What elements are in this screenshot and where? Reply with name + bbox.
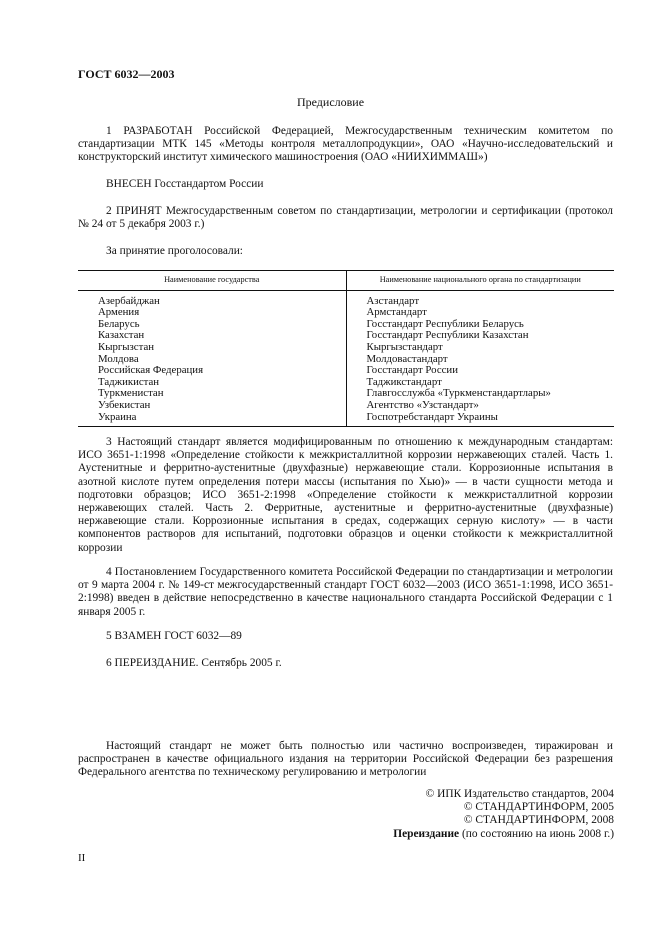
body-name: Молдовастандарт — [366, 352, 448, 365]
section-developed: 1 РАЗРАБОТАН Российской Федерацией, Межгосударственным техническим комитетом по стандартизации МТК 145 «Методы контроля металлопродукции», ОАО «Научно-исследовательский и конструкторский институт химического машиностроения (ОАО «НИИХИММАШ») — [78, 125, 613, 164]
state-name: Таджикистан — [98, 375, 160, 388]
section-reissue: 6 ПЕРЕИЗДАНИЕ. Сентябрь 2005 г. — [106, 657, 282, 669]
reissue-line — [393, 828, 614, 841]
voting-table — [78, 270, 614, 427]
state-name: Молдова — [98, 352, 139, 365]
copyright-line: © ИПК Издательство стандартов, 2004 — [425, 788, 614, 800]
section-replaces: 5 ВЗАМЕН ГОСТ 6032—89 — [106, 630, 242, 642]
state-name: Армения — [98, 306, 140, 319]
section-modified: 3 Настоящий стандарт является модифицированным по отношению к международным стандартам: ИСО 3651-1:1998 «Определение стойкости к межкристаллитной коррозии нержавеющих сталей. Часть 1. Аустенитные и ферритно-аустенитные (двухфазные) нержавеющие стали. Коррозионные испытания в азотной кислоте путем определения потери массы (испытания по Хью)» — в части сущности метода и подготовки образцов; ИСО 3651-2:1998 «Определение стойкости к межкристаллитной коррозии нержавеющих сталей. Часть 2. Ферритные, аустенитные и ферритно-аустенитные (двухфазные) нержавеющие стали. Коррозионные испытания в средах, содержащих серную кислоту» — в части компонентов растворов для испытаний, подготовки образцов и оценки стойкости к межкристаллитной коррозии — [78, 436, 613, 554]
state-name: Кыргызстан — [98, 340, 155, 353]
body-name: Кыргызстандарт — [366, 340, 443, 353]
body-name: Госпотребстандарт Украины — [366, 410, 498, 423]
body-list — [346, 290, 614, 427]
state-name: Российская Федерация — [98, 364, 204, 377]
body-name: Таджикстандарт — [366, 375, 442, 388]
page-title: Предисловие — [296, 95, 365, 109]
table-header-body: Наименование национального органа по стандартизации — [346, 271, 614, 291]
document-header: ГОСТ 6032—2003 — [78, 67, 175, 81]
section-decree: 4 Постановлением Государственного комитета Российской Федерации по стандартизации и метрологии от 9 марта 2004 г. № 149-ст межгосударственный стандарт ГОСТ 6032—2003 (ИСО 3651-1:1998, ИСО 3651-2:1998) введен в действие непосредственно в качестве национального стандарта Российской Федерации с 1 января 2005 г. — [78, 566, 613, 618]
body-name: Госстандарт Республики Беларусь — [366, 317, 524, 330]
body-name: Агентство «Узстандарт» — [366, 398, 479, 411]
page-number: II — [78, 852, 86, 864]
copyright-block — [393, 788, 614, 841]
section-voted-intro: За принятие проголосовали: — [106, 245, 243, 257]
state-name: Узбекистан — [98, 398, 151, 411]
state-name: Казахстан — [98, 329, 145, 342]
section-introduced: ВНЕСЕН Госстандартом России — [106, 178, 264, 190]
state-name: Азербайджан — [98, 294, 160, 307]
section-adopted: 2 ПРИНЯТ Межгосударственным советом по стандартизации, метрологии и сертификации (протокол № 24 от 5 декабря 2003 г.) — [78, 205, 613, 231]
body-name: Главгосслужба «Туркменстандартлары» — [366, 387, 551, 400]
section-notice: Настоящий стандарт не может быть полностью или частично воспроизведен, тиражирован и распространен в качестве официального издания на территории Российской Федерации без разрешения Федерального агентства по техническому регулированию и метрологии — [78, 740, 613, 779]
table-header-state: Наименование государства — [78, 271, 346, 291]
body-name: Госстандарт России — [366, 364, 458, 377]
reissue-label: Переиздание — [393, 827, 460, 840]
body-name: Армстандарт — [366, 306, 427, 319]
body-name: Азстандарт — [366, 294, 420, 307]
state-list — [78, 290, 346, 427]
state-name: Беларусь — [98, 317, 140, 330]
state-name: Украина — [98, 410, 137, 423]
reissue-note: (по состоянию на июнь 2008 г.) — [459, 827, 614, 840]
state-name: Туркменистан — [98, 387, 164, 400]
copyright-line: © СТАНДАРТИНФОРМ, 2005 — [463, 801, 614, 814]
body-name: Госстандарт Республики Казахстан — [366, 329, 529, 342]
copyright-line: © СТАНДАРТИНФОРМ, 2008 — [463, 814, 614, 827]
